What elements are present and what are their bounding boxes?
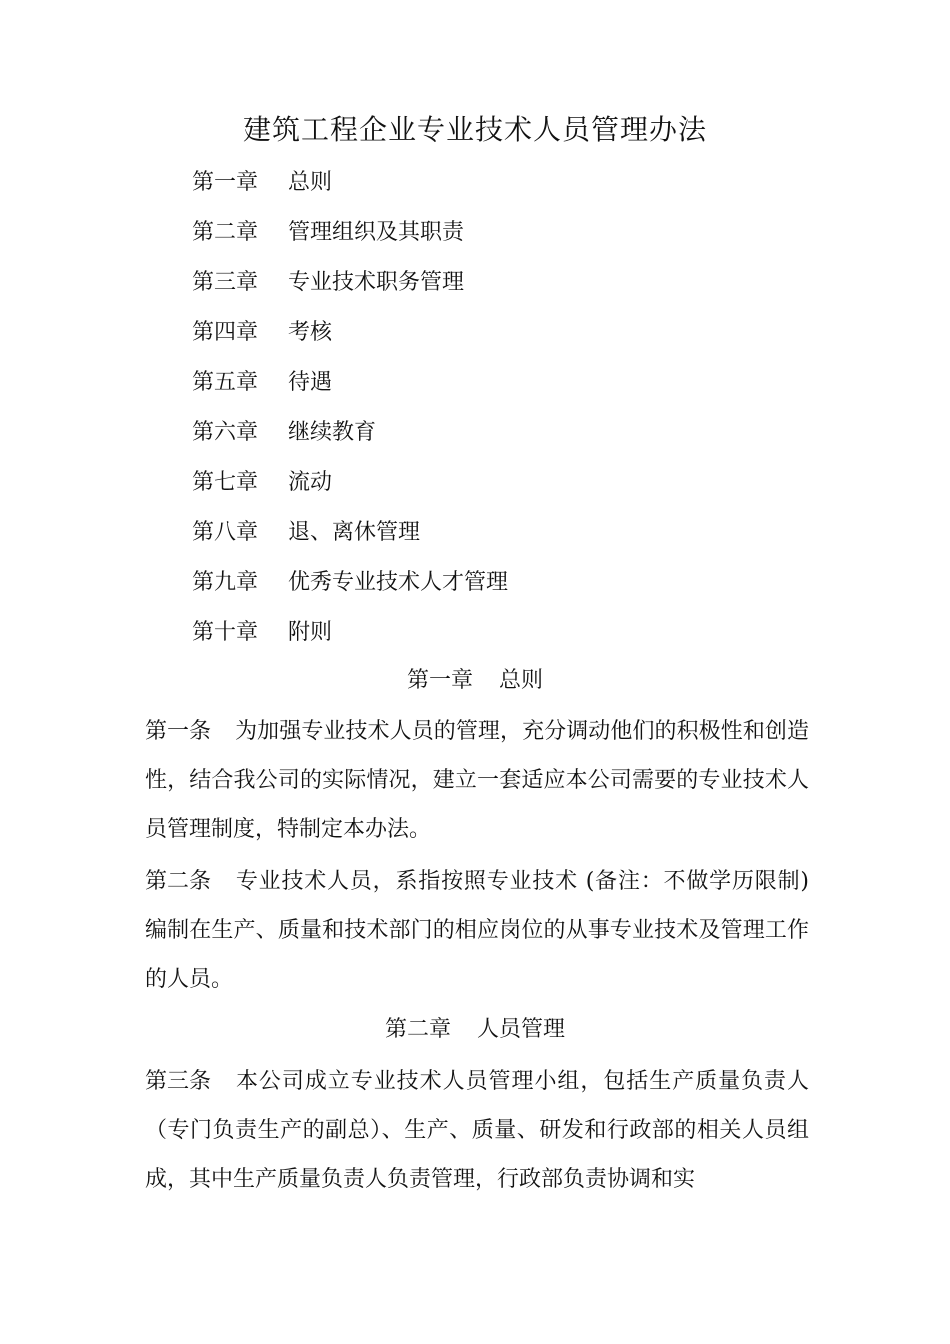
toc-chapter-number: 第七章 [192,470,259,495]
toc-chapter-name: 退、离休管理 [288,520,421,545]
toc-chapter-name: 流动 [288,470,333,495]
table-of-contents [192,164,508,664]
article-paragraph [145,1057,809,1204]
toc-chapter-number: 第一章 [192,170,259,195]
toc-chapter-name: 附则 [288,620,333,645]
article-text: 专业技术人员，系指按照专业技术 (备注：不做学历限制)编制在生产、质量和技术部门的相应岗位的从事专业技术及管理工作的人员。 [145,869,809,992]
toc-item [192,314,508,364]
toc-item [192,264,508,314]
toc-item [192,214,508,264]
article-paragraph [145,857,809,1004]
toc-chapter-number: 第十章 [192,620,259,645]
toc-item [192,364,508,414]
toc-chapter-name: 考核 [288,320,333,345]
article-number: 第一条 [145,719,212,744]
article-number: 第三条 [145,1069,212,1094]
chapter-name: 人员管理 [477,1017,566,1042]
toc-chapter-name: 继续教育 [288,420,377,445]
toc-chapter-number: 第四章 [192,320,259,345]
chapter-number: 第一章 [406,668,473,693]
chapter-heading [0,1015,950,1045]
toc-item [192,514,508,564]
toc-item [192,464,508,514]
toc-chapter-number: 第五章 [192,370,259,395]
toc-chapter-name: 优秀专业技术人才管理 [288,570,509,595]
toc-item [192,564,508,614]
chapter-number: 第二章 [384,1017,451,1042]
toc-chapter-name: 总则 [288,170,333,195]
toc-chapter-name: 待遇 [288,370,333,395]
toc-chapter-name: 专业技术职务管理 [288,270,465,295]
toc-chapter-number: 第六章 [192,420,259,445]
article-paragraph [145,707,809,854]
toc-item [192,414,508,464]
toc-item [192,164,508,214]
chapter-heading [0,666,950,696]
document-title: 建筑工程企业专业技术人员管理办法 [242,113,707,146]
toc-chapter-name: 管理组织及其职责 [288,220,465,245]
toc-chapter-number: 第二章 [192,220,259,245]
article-number: 第二条 [145,869,212,894]
article-text: 为加强专业技术人员的管理，充分调动他们的积极性和创造性，结合我公司的实际情况，建立一套适应本公司需要的专业技术人员管理制度，特制定本办法。 [145,719,809,842]
toc-chapter-number: 第八章 [192,520,259,545]
toc-chapter-number: 第三章 [192,270,259,295]
toc-chapter-number: 第九章 [192,570,259,595]
article-text: 本公司成立专业技术人员管理小组，包括生产质量负责人（专门负责生产的副总）、生产、质量、研发和行政部的相关人员组成，其中生产质量负责人负责管理，行政部负责协调和实 [145,1069,809,1192]
toc-item [192,614,508,664]
chapter-name: 总则 [499,668,544,693]
